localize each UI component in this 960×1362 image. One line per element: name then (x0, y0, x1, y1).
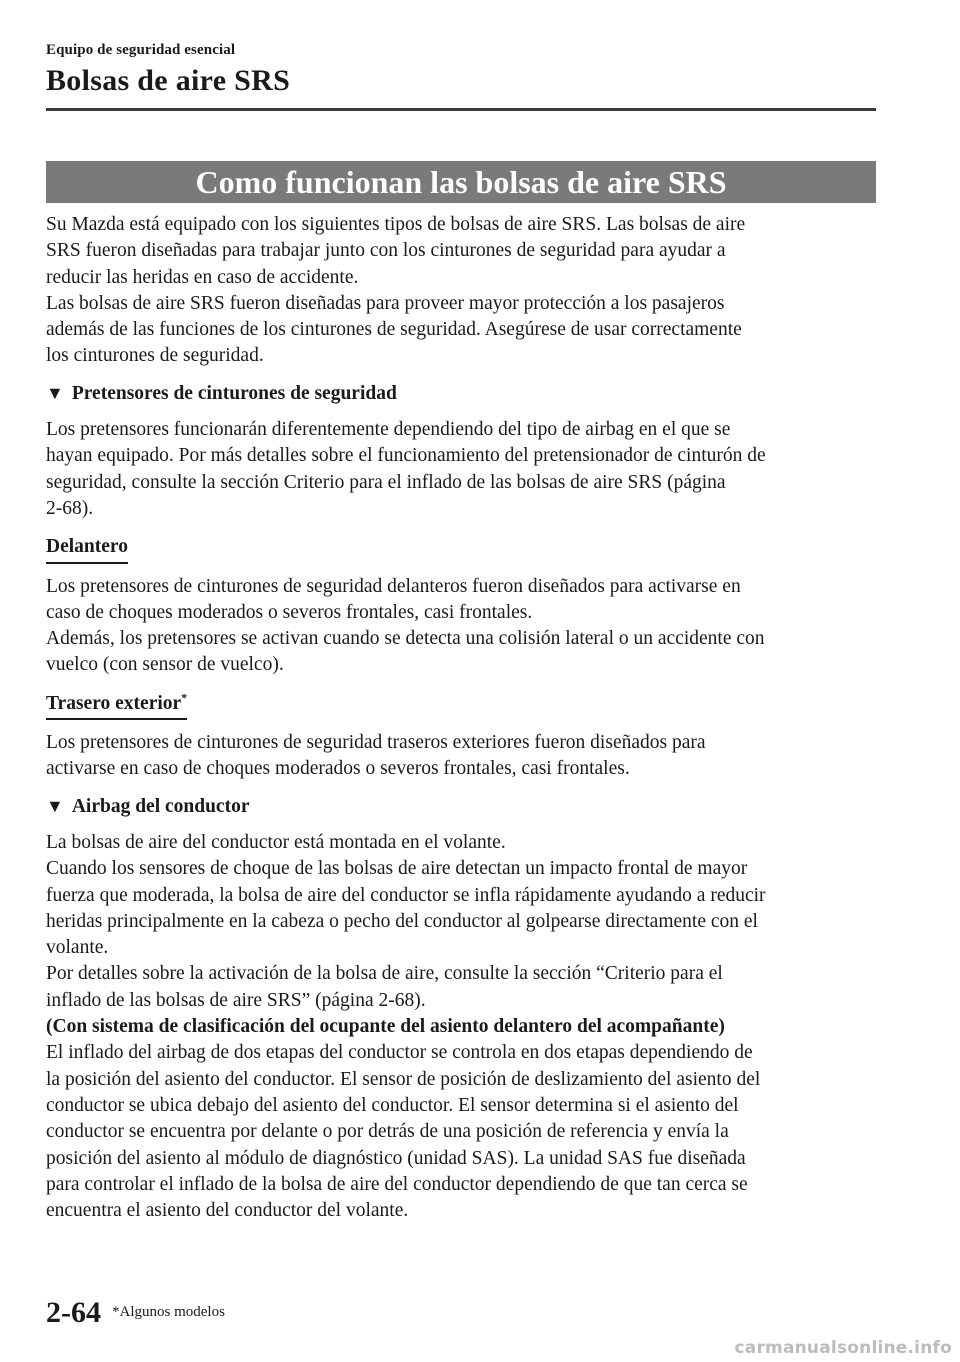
section-label: Equipo de seguridad esencial (46, 42, 236, 58)
text-line: además de las funciones de los cinturones de seguridad. Asegúrese de usar correctamente (46, 319, 742, 341)
text-line: para controlar el inflado de la bolsa de aire del conductor dependiendo de que tan cerca se (46, 1173, 748, 1195)
text-line: volante. (46, 937, 109, 959)
intro-paragraph (46, 212, 886, 370)
text-line: hayan equipado. Por más detalles sobre el funcionamiento del pretensionador de cinturón de (46, 445, 766, 467)
text-line: Su Mazda está equipado con los siguientes tipos de bolsas de aire SRS. Las bolsas de aire (46, 214, 746, 235)
footnote: *Algunos modelos (112, 1304, 225, 1320)
text-line: La bolsas de aire del conductor está montada en el volante. (46, 831, 506, 853)
text-line: heridas principalmente en la cabeza o pecho del conductor al golpearse directamente con el (46, 910, 758, 932)
text-line: SRS fueron diseñadas para trabajar junto con los cinturones de seguridad para ayudar a (46, 240, 726, 262)
text-line: fuerza que moderada, la bolsa de aire del conductor se infla rápidamente ayudando a reducir (46, 884, 766, 906)
text-line: posición del asiento al módulo de diagnóstico (unidad SAS). La unidad SAS fue diseñada (46, 1147, 746, 1169)
text-line: conductor se encuentra por delante o por detrás de una posición de referencia y envía la (46, 1121, 729, 1143)
minor-heading-delantero: Delantero (46, 534, 128, 563)
section-banner: Como funcionan las bolsas de aire SRS (46, 161, 876, 203)
watermark: carmanualsonline.info (734, 1338, 952, 1358)
text-line: Los pretensores de cinturones de seguridad traseros exteriores fueron diseñados para (46, 732, 706, 754)
page-title: Bolsas de aire SRS (46, 64, 291, 97)
minor-heading-text: Trasero exterior (46, 692, 182, 714)
text-line: Los pretensores de cinturones de seguridad delanteros fueron diseñados para activarse en (46, 575, 741, 597)
pretensores-paragraph (46, 417, 886, 522)
text-line: Cuando los sensores de choque de las bolsas de aire detectan un impacto frontal de mayor (46, 858, 748, 880)
text-line: reducir las heridas en caso de accidente. (46, 266, 359, 288)
page-number: 2-64 (46, 1296, 101, 1329)
text-line: inflado de las bolsas de aire SRS” (página 2-68). (46, 989, 426, 1011)
minor-heading-trasero (46, 691, 187, 720)
subheading-airbag (46, 793, 886, 820)
text-line: encuentra el asiento del conductor del volante. (46, 1200, 409, 1222)
text-line: Además, los pretensores se activan cuando se detecta una colisión lateral o un accidente con (46, 628, 765, 650)
subheading-pretensores (46, 380, 886, 407)
text-line: 2-68). (46, 497, 94, 519)
text-line: Las bolsas de aire SRS fueron diseñadas para proveer mayor protección a los pasajeros (46, 292, 725, 314)
text-line: caso de choques moderados o severos frontales, casi frontales. (46, 601, 533, 623)
text-line: vuelco (con sensor de vuelco). (46, 654, 284, 676)
text-line: la posición del asiento del conductor. El sensor de posición de deslizamiento del asiento del (46, 1068, 761, 1090)
header-divider (46, 108, 876, 111)
triangle-marker-icon: ▼ (46, 795, 64, 816)
text-line: los cinturones de seguridad. (46, 345, 264, 367)
text-line: activarse en caso de choques moderados o severos frontales, casi frontales. (46, 758, 630, 780)
text-line: seguridad, consulte la sección Criterio para el inflado de las bolsas de aire SRS (página (46, 471, 726, 493)
triangle-marker-icon: ▼ (46, 382, 64, 403)
delantero-paragraph (46, 574, 886, 679)
bold-note-line: (Con sistema de clasificación del ocupante del asiento delantero del acompañante) (46, 1016, 725, 1038)
subheading-text: Airbag del conductor (71, 795, 250, 817)
text-line: Los pretensores funcionarán diferentemente dependiendo del tipo de airbag en el que se (46, 419, 731, 441)
subheading-text: Pretensores de cinturones de seguridad (71, 382, 397, 404)
asterisk-mark: * (181, 690, 188, 705)
page-content (46, 212, 886, 1224)
text-line: Por detalles sobre la activación de la bolsa de aire, consulte la sección “Criterio para el (46, 963, 723, 985)
airbag-paragraph (46, 830, 886, 1224)
text-line: conductor se ubica debajo del asiento del conductor. El sensor determina si el asiento del (46, 1094, 739, 1116)
trasero-paragraph (46, 730, 886, 783)
text-line: El inflado del airbag de dos etapas del conductor se controla en dos etapas dependiendo de (46, 1042, 753, 1064)
